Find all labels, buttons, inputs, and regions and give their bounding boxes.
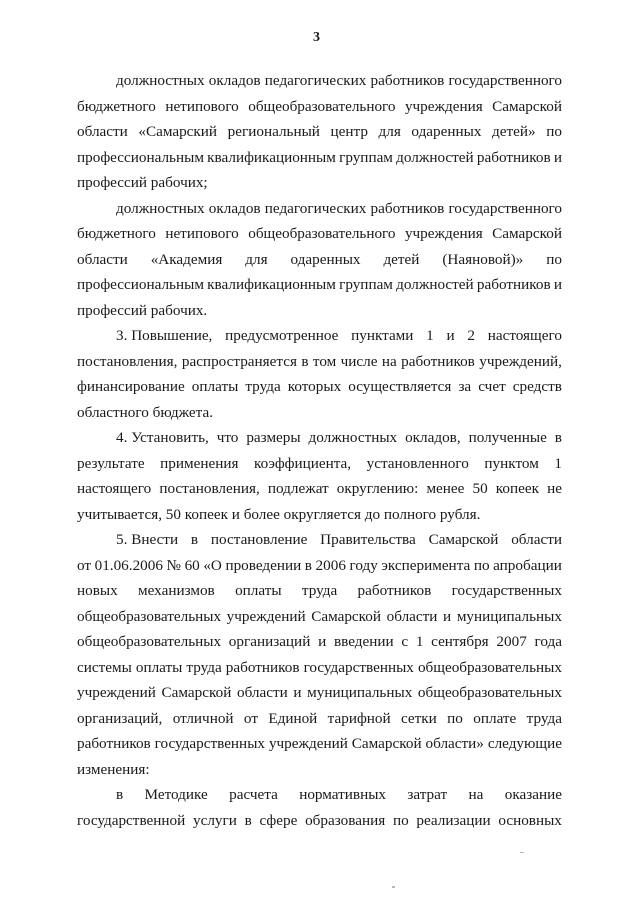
word: числе xyxy=(340,352,378,370)
paragraph-2 xyxy=(77,196,562,324)
text-line xyxy=(77,145,562,171)
word: государственных xyxy=(303,658,414,676)
word: должностных xyxy=(116,199,205,217)
word: счет xyxy=(478,378,506,395)
text-line xyxy=(77,425,562,451)
word: года xyxy=(534,633,562,650)
word: государственных xyxy=(451,582,562,599)
word: и xyxy=(446,327,455,344)
word: Самарской xyxy=(492,97,562,115)
word: реализации xyxy=(416,811,491,829)
word: затрат xyxy=(407,786,448,803)
word: организаций, xyxy=(77,709,163,727)
word: менее xyxy=(426,480,465,497)
word: году xyxy=(349,556,378,574)
text-line xyxy=(77,400,562,426)
word: и xyxy=(553,148,562,166)
word: «Самарский xyxy=(138,123,218,140)
text-line xyxy=(77,451,562,477)
word: организаций xyxy=(228,633,311,650)
text-line xyxy=(77,374,562,400)
text-line xyxy=(77,272,562,298)
word: проведении xyxy=(225,556,302,574)
word: размеры xyxy=(246,429,301,446)
word: области xyxy=(77,250,128,268)
word: полученные xyxy=(468,429,547,446)
word: коэффициента, xyxy=(254,454,352,472)
word: центр xyxy=(330,123,368,140)
word: осуществляется xyxy=(348,378,452,395)
word: работников xyxy=(225,658,300,676)
word: эксперимента xyxy=(381,556,471,574)
paragraph-3 xyxy=(77,323,562,425)
word: результате xyxy=(77,454,145,472)
word: для xyxy=(378,123,401,140)
word: работников xyxy=(77,735,151,752)
word: бюджетного xyxy=(77,97,156,115)
word: нормативных xyxy=(299,786,387,803)
word: «О xyxy=(203,556,222,574)
word: должностных xyxy=(308,429,398,446)
text-line xyxy=(77,655,562,681)
word: в xyxy=(190,531,199,548)
word: Методике xyxy=(144,786,208,803)
word: в xyxy=(301,352,309,370)
word: учреждения xyxy=(404,225,483,242)
word: и xyxy=(443,607,452,625)
word: профессий рабочих; xyxy=(77,174,208,191)
word: оплаты xyxy=(235,582,282,599)
paragraph-5 xyxy=(77,527,562,782)
word: педагогических xyxy=(264,72,367,89)
paragraph-6 xyxy=(77,782,562,833)
word: сентября xyxy=(431,633,489,650)
word: и xyxy=(553,276,562,293)
document-body xyxy=(77,68,562,833)
word: работников xyxy=(401,352,475,370)
word: применения xyxy=(160,454,239,472)
word: профессиональным xyxy=(77,276,204,293)
word: Самарской xyxy=(351,735,422,752)
word: услуги xyxy=(192,811,237,829)
word: муниципальных xyxy=(307,684,413,701)
word: пунктом xyxy=(484,454,539,472)
word: должностей xyxy=(396,276,474,293)
word: труда xyxy=(245,378,281,395)
word: от xyxy=(243,709,258,727)
word: оплаты xyxy=(191,378,239,395)
word: округлению: xyxy=(336,480,419,497)
text-line xyxy=(77,221,562,247)
word: 5. Внести xyxy=(116,531,179,548)
word: области xyxy=(511,531,562,548)
word: копеек xyxy=(495,480,539,497)
word: за xyxy=(458,378,472,395)
word: учреждений xyxy=(268,735,348,752)
text-line xyxy=(77,782,562,808)
word: для xyxy=(245,250,268,268)
text-line xyxy=(77,68,562,94)
word: работников xyxy=(357,582,432,599)
word: группам xyxy=(339,276,393,293)
word: постановление xyxy=(210,531,308,548)
word: общеобразовательных xyxy=(417,684,562,701)
word: области» xyxy=(425,735,484,752)
text-line xyxy=(77,349,562,375)
word: средств xyxy=(512,378,562,395)
word: окладов, xyxy=(405,429,461,446)
word: работников xyxy=(476,148,551,166)
word: учитывается, 50 копеек и более округляется до полного рубля. xyxy=(77,505,481,523)
word: окладов xyxy=(208,199,261,217)
word: в xyxy=(116,786,124,803)
word: оплаты xyxy=(135,658,183,676)
word: окладов xyxy=(208,72,261,89)
word: государственного xyxy=(448,72,562,89)
word: оказание xyxy=(504,786,562,803)
page-number: 3 xyxy=(313,30,320,45)
word: и xyxy=(318,633,327,650)
word: 2006 xyxy=(315,556,346,574)
text-line xyxy=(77,808,562,834)
text-line xyxy=(77,527,562,553)
text-line xyxy=(77,196,562,222)
word: Единой xyxy=(268,709,318,727)
word: государственного xyxy=(448,199,562,217)
word: на xyxy=(381,352,397,370)
word: 2007 xyxy=(496,633,527,650)
word: общеобразовательного xyxy=(248,97,396,115)
word: областного бюджета. xyxy=(77,403,214,421)
word: по xyxy=(473,556,490,574)
word: должностных xyxy=(116,72,205,89)
word: в xyxy=(244,811,252,829)
word: группам xyxy=(339,148,393,166)
text-line xyxy=(77,553,562,579)
word: финансирование xyxy=(77,378,185,395)
word: системы xyxy=(77,658,132,676)
scan-mark xyxy=(520,852,524,853)
word: в xyxy=(554,429,562,446)
text-line xyxy=(77,298,562,324)
word: постановления, xyxy=(159,480,260,497)
paragraph-1 xyxy=(77,68,562,196)
word: общеобразовательного xyxy=(248,225,396,242)
word: постановления, xyxy=(77,352,178,370)
word: (Наяновой)» xyxy=(442,250,524,268)
word: отличной xyxy=(172,709,234,727)
word: распространяется xyxy=(181,352,297,370)
word: и xyxy=(293,684,302,701)
word: что xyxy=(216,429,239,446)
word: сфере xyxy=(259,811,298,829)
word: на xyxy=(468,786,484,803)
word: Самарской xyxy=(428,531,499,548)
word: бюджетного xyxy=(77,225,156,242)
word: сетки xyxy=(401,709,437,727)
word: 2 xyxy=(467,327,475,344)
text-line xyxy=(77,706,562,732)
word: новых xyxy=(77,582,118,599)
word: по xyxy=(546,250,562,268)
text-line xyxy=(77,680,562,706)
word: Самарской xyxy=(161,684,232,701)
word: настоящего xyxy=(77,480,152,497)
word: работников xyxy=(370,199,445,217)
word: 60 xyxy=(184,556,200,574)
word: механизмов xyxy=(138,582,215,599)
word: в xyxy=(304,556,312,574)
text-line xyxy=(77,170,562,196)
word: предусмотренное xyxy=(225,327,339,344)
word: общеобразовательных xyxy=(77,607,222,625)
word: профессий рабочих. xyxy=(77,301,208,319)
word: труда xyxy=(186,658,222,676)
word: расчета xyxy=(229,786,278,803)
word: Правительства xyxy=(320,531,416,548)
word: по xyxy=(546,123,562,140)
word: 01.06.2006 xyxy=(94,556,163,574)
word: подлежат xyxy=(267,480,329,497)
word: нетипового xyxy=(165,225,239,242)
word: 4. Установить, xyxy=(116,429,209,446)
word: работников xyxy=(476,276,551,293)
word: региональный xyxy=(227,123,320,140)
word: должностей xyxy=(396,148,474,166)
word: области xyxy=(77,123,128,140)
word: государственных xyxy=(154,735,265,752)
word: том xyxy=(312,352,337,370)
text-line xyxy=(77,578,562,604)
word: Самарской xyxy=(492,225,562,242)
word: Самарской xyxy=(311,607,382,625)
word: № xyxy=(166,556,181,574)
word: от xyxy=(77,556,92,574)
word: труда xyxy=(301,582,338,599)
word: детей» xyxy=(492,123,536,140)
word: тарифной xyxy=(327,709,391,727)
text-line xyxy=(77,731,562,757)
word: труда xyxy=(526,709,562,727)
word: апробации xyxy=(493,556,562,574)
word: работников xyxy=(370,72,445,89)
word: 1 xyxy=(426,327,434,344)
word: области xyxy=(236,684,288,701)
paragraph-4 xyxy=(77,425,562,527)
text-line xyxy=(77,757,562,783)
word: 50 xyxy=(472,480,488,497)
word: муниципальных xyxy=(456,607,562,625)
text-line xyxy=(77,323,562,349)
word: настоящего xyxy=(487,327,562,344)
word: нетипового xyxy=(165,97,239,115)
word: 3. Повышение, xyxy=(116,327,213,344)
word: государственной xyxy=(77,811,186,829)
text-line xyxy=(77,502,562,528)
word: одаренных xyxy=(290,250,361,268)
text-line xyxy=(77,119,562,145)
text-line xyxy=(77,476,562,502)
word: общеобразовательных xyxy=(417,658,562,676)
word: одаренных xyxy=(411,123,482,140)
word: пунктами xyxy=(351,327,414,344)
word: установленного xyxy=(366,454,469,472)
scan-mark xyxy=(392,886,395,888)
word: следующие xyxy=(487,735,562,752)
word: учреждений xyxy=(226,607,306,625)
word: основных xyxy=(498,811,562,829)
word: профессиональным xyxy=(77,148,204,166)
word: учреждений xyxy=(77,684,156,701)
word: 1 xyxy=(415,633,424,650)
word: педагогических xyxy=(264,199,367,217)
text-line xyxy=(77,629,562,655)
word: не xyxy=(547,480,562,497)
word: «Академия xyxy=(150,250,223,268)
word: оплате xyxy=(473,709,517,727)
word: квалификационным xyxy=(207,276,336,293)
text-line xyxy=(77,94,562,120)
text-line xyxy=(77,247,562,273)
word: по xyxy=(392,811,409,829)
word: учреждения xyxy=(404,97,483,115)
word: которых xyxy=(287,378,342,395)
word: введении xyxy=(333,633,394,650)
word: области xyxy=(386,607,438,625)
word: общеобразовательных xyxy=(77,633,222,650)
text-line xyxy=(77,604,562,630)
word: изменения: xyxy=(77,760,150,778)
word: по xyxy=(447,709,463,727)
word: квалификационным xyxy=(207,148,336,166)
word: детей xyxy=(383,250,420,268)
word: учреждений, xyxy=(479,352,562,370)
word: 1 xyxy=(554,454,562,472)
word: с xyxy=(401,633,409,650)
word: образования xyxy=(305,811,386,829)
